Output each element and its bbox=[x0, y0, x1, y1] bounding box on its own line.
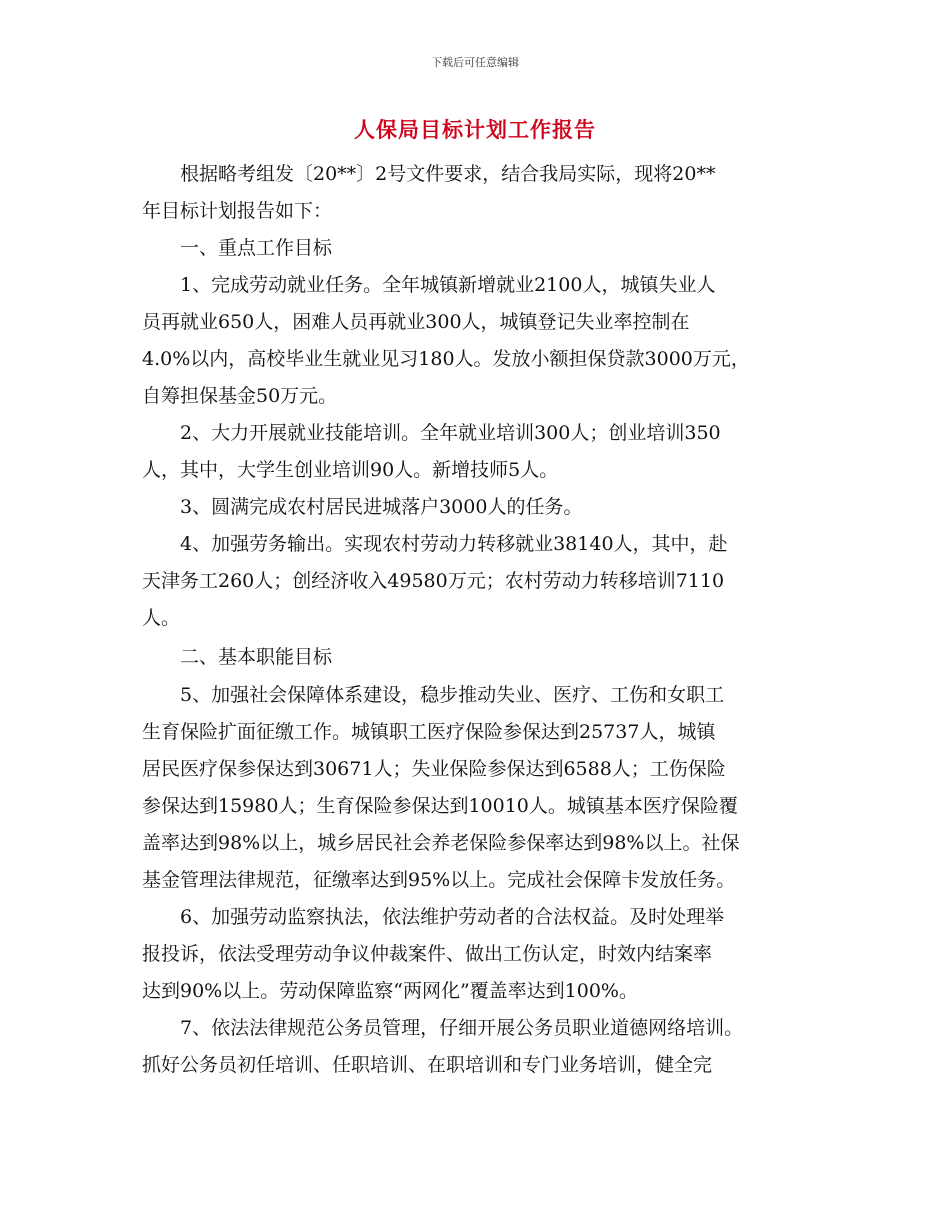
body-line: 年目标计划报告如下： bbox=[142, 200, 333, 222]
body-line: 2、大力开展就业技能培训。全年就业培训300人；创业培训350 bbox=[142, 422, 721, 444]
body-line: 抓好公务员初任培训、任职培训、在职培训和专门业务培训，健全完 bbox=[142, 1054, 713, 1076]
body-line: 达到90%以上。劳动保障监察“两网化”覆盖率达到100%。 bbox=[142, 980, 638, 1002]
body-line: 居民医疗保参保达到30671人；失业保险参保达到6588人；工伤保险 bbox=[142, 758, 726, 780]
body-line: 盖率达到98%以上，城乡居民社会养老保险参保率达到98%以上。社保 bbox=[142, 832, 740, 854]
body-line: 1、完成劳动就业任务。全年城镇新增就业2100人，城镇失业人 bbox=[142, 274, 716, 296]
body-line: 6、加强劳动监察执法，依法维护劳动者的合法权益。及时处理举 bbox=[142, 906, 725, 928]
body-line: 员再就业650人，困难人员再就业300人，城镇登记失业率控制在 bbox=[142, 311, 690, 333]
body-line: 5、加强社会保障体系建设，稳步推动失业、医疗、工伤和女职工 bbox=[142, 684, 725, 706]
body-line: 基金管理法律规范，征缴率达到95%以上。完成社会保障卡发放任务。 bbox=[142, 869, 736, 891]
body-line: 人，其中，大学生创业培训90人。新增技师5人。 bbox=[142, 459, 559, 481]
body-line: 生育保险扩面征缴工作。城镇职工医疗保险参保达到25737人，城镇 bbox=[142, 721, 716, 743]
body-line: 报投诉，依法受理劳动争议仲裁案件、做出工伤认定，时效内结案率 bbox=[142, 943, 713, 965]
body-line: 自筹担保基金50万元。 bbox=[142, 385, 338, 407]
document-title: 人保局目标计划工作报告 bbox=[354, 118, 596, 142]
body-line: 4.0%以内，高校毕业生就业见习180人。发放小额担保贷款3000万元， bbox=[142, 348, 750, 370]
body-line: 3、圆满完成农村居民进城落户3000人的任务。 bbox=[142, 496, 583, 518]
body-line: 天津务工260人；创经济收入49580万元；农村劳动力转移培训7110 bbox=[142, 570, 725, 592]
section-heading: 一、重点工作目标 bbox=[142, 237, 333, 259]
body-line: 7、依法法律规范公务员管理，仔细开展公务员职业道德网络培训。 bbox=[142, 1017, 744, 1039]
body-line: 人。 bbox=[142, 607, 181, 629]
header-note: 下载后可任意编辑 bbox=[431, 56, 519, 69]
section-heading: 二、基本职能目标 bbox=[142, 646, 333, 668]
body-line: 参保达到15980人；生育保险参保达到10010人。城镇基本医疗保险覆 bbox=[142, 795, 738, 817]
body-line: 根据略考组发〔20**〕2号文件要求，结合我局实际，现将20** bbox=[142, 163, 716, 185]
body-line: 4、加强劳务输出。实现农村劳动力转移就业38140人，其中，赴 bbox=[142, 533, 728, 555]
